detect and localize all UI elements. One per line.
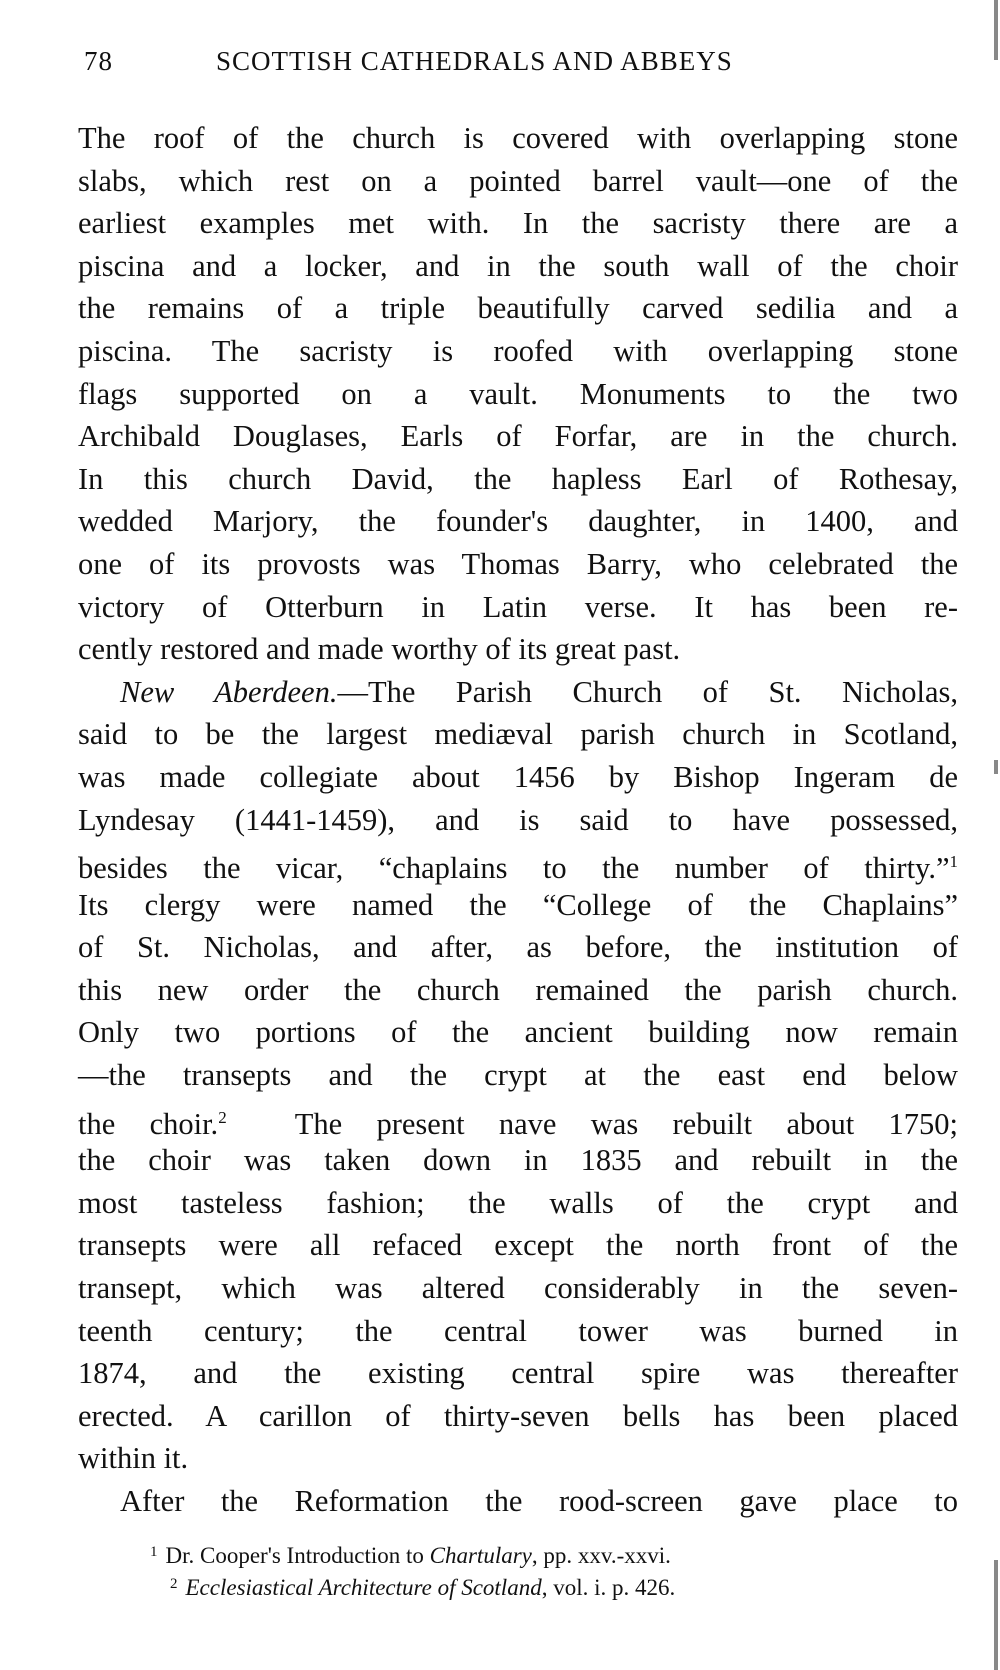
text-line: The roof of the church is covered with overlapping stone [78, 121, 958, 155]
text-line: cently restored and made worthy of its great past. [78, 632, 681, 667]
text-line: was made collegiate about 1456 by Bishop Ingeram de [78, 759, 958, 794]
footnote-title: Ecclesiastical Architecture of Scotland [185, 1575, 542, 1600]
paragraph-opening-line [78, 671, 958, 714]
footnotes [150, 1538, 890, 1602]
text-line: victory of Otterburn in Latin verse. It has been re- [78, 589, 958, 624]
footnote-ref: 2 [218, 1107, 227, 1127]
scan-edge-marks [986, 0, 1000, 1670]
text-line: within it. [78, 1441, 189, 1476]
text-line: —the transepts and the crypt at the east end below [78, 1058, 958, 1093]
place-heading: New Aberdeen. [120, 674, 338, 709]
text-line: the choir was taken down in 1835 and rebuilt in the [78, 1143, 958, 1178]
text-fragment: The present nave was rebuilt about 1750; [226, 1106, 958, 1141]
footnote-text: , pp. xxv.-xxvi. [531, 1543, 671, 1568]
text-line: transept, which was altered considerably in the seven- [78, 1271, 958, 1306]
text-line: earliest examples met with. In the sacristy there are a [78, 206, 958, 241]
text-line-with-note [78, 1097, 958, 1140]
footnote-mark: 2 [170, 1576, 178, 1592]
running-title: SCOTTISH CATHEDRALS AND ABBEYS [216, 46, 733, 76]
text-line: wedded Marjory, the founder's daughter, in 1400, and [78, 504, 958, 539]
text-line: 1874, and the existing central spire was thereafter [78, 1356, 958, 1391]
text-line: this new order the church remained the parish church. [78, 972, 958, 1007]
scan-edge-mark [994, 760, 998, 774]
text-line: the remains of a triple beautifully carved sedilia and a [78, 291, 958, 326]
text-line: Its clergy were named the “College of the Chaplains” [78, 887, 958, 922]
footnote-title: Chartulary [429, 1543, 532, 1568]
footnote-mark: 1 [150, 1544, 158, 1560]
text-line: Lyndesay (1441-1459), and is said to have possessed, [78, 802, 958, 837]
footnote-ref: 1 [949, 852, 958, 872]
body-text [78, 117, 958, 1523]
text-line: said to be the largest mediæval parish church in Scotland, [78, 717, 958, 752]
page-number: 78 [84, 46, 113, 76]
scan-edge-mark [994, 1560, 998, 1670]
text-line: Only two portions of the ancient building now remain [78, 1015, 958, 1050]
text-line: Archibald Douglases, Earls of Forfar, are in the church. [78, 419, 958, 454]
text-line: of St. Nicholas, and after, as before, the institution of [78, 930, 958, 965]
paragraph-opening-line: After the Reformation the rood-screen gave place to [120, 1484, 958, 1518]
text-line: In this church David, the hapless Earl of Rothesay, [78, 461, 958, 496]
footnote-text: Dr. Cooper's Introduction to [165, 1543, 430, 1568]
footnote-1 [150, 1538, 890, 1570]
text-line-with-note [78, 841, 958, 884]
scan-edge-mark [994, 0, 998, 60]
text-fragment: besides the vicar, “chaplains to the number of thirty.” [78, 851, 950, 886]
text-line: teenth century; the central tower was burned in [78, 1313, 958, 1348]
footnote-text: , vol. i. p. 426. [541, 1575, 676, 1600]
running-head [84, 46, 824, 86]
text-line: transepts were all refaced except the north front of the [78, 1228, 958, 1263]
text-line: piscina. The sacristy is roofed with overlapping stone [78, 333, 958, 368]
text-line: most tasteless fashion; the walls of the crypt and [78, 1185, 958, 1220]
text-line: flags supported on a vault. Monuments to the two [78, 376, 958, 411]
text-fragment: the choir. [78, 1106, 219, 1141]
text-line: one of its provosts was Thomas Barry, who celebrated the [78, 546, 958, 581]
footnote-2 [150, 1570, 890, 1602]
text-line: erected. A carillon of thirty-seven bells has been placed [78, 1398, 958, 1433]
text-fragment: —The Parish Church of St. Nicholas, [337, 674, 959, 709]
text-line: slabs, which rest on a pointed barrel vault—one of the [78, 163, 958, 198]
text-line: piscina and a locker, and in the south wall of the choir [78, 248, 958, 283]
